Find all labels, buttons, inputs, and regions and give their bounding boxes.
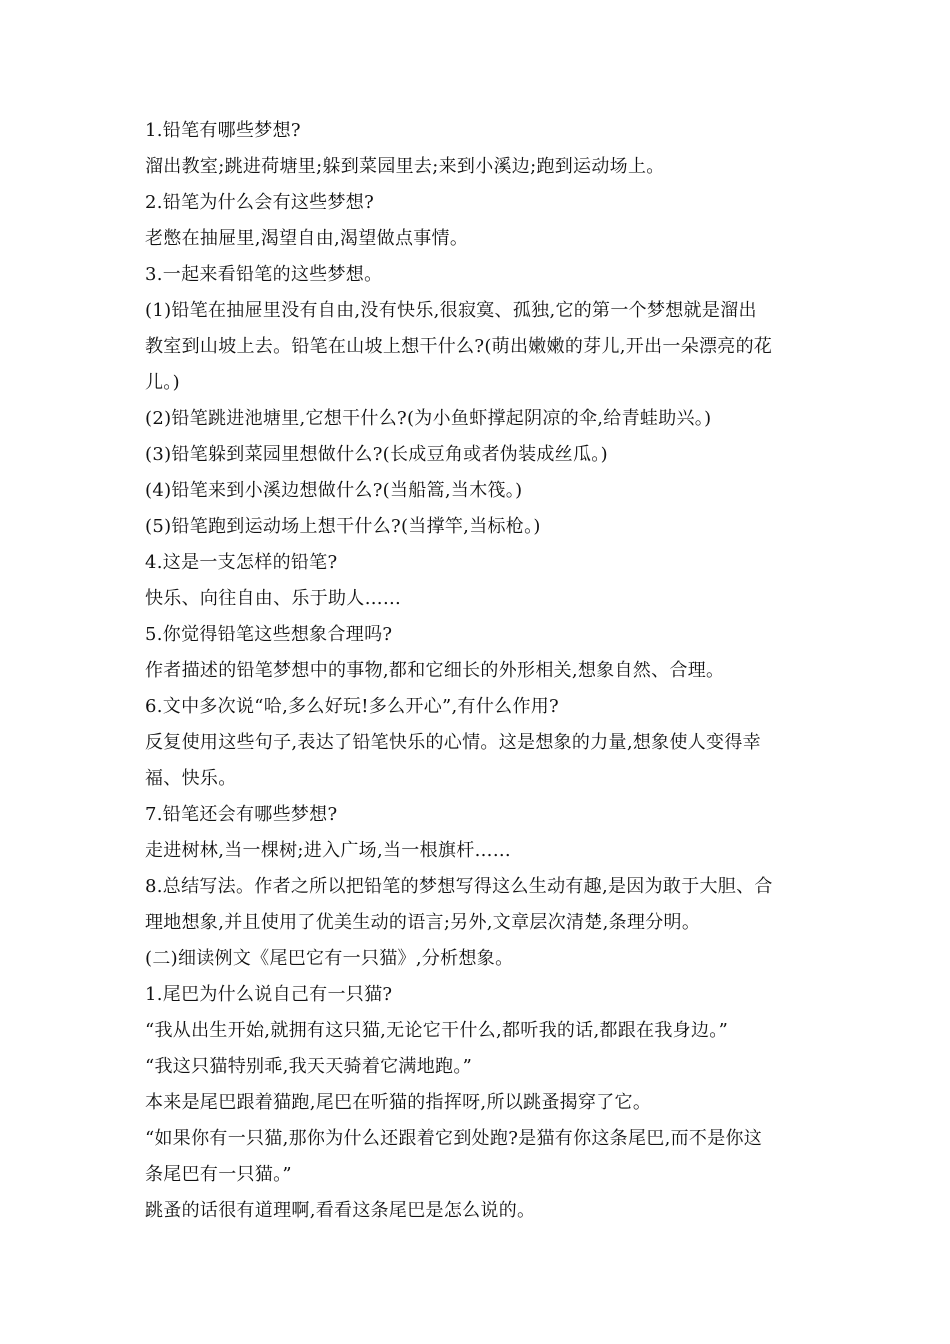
- analysis-paragraph-2: 跳蚤的话很有道理啊,看看这条尾巴是怎么说的。: [145, 1200, 536, 1221]
- answer-paragraph-7: 走进树林,当一棵树;进入广场,当一根旗杆……: [145, 840, 512, 861]
- summary-paragraph-line-2: 理地想象,并且使用了优美生动的语言;另外,文章层次清楚,条理分明。: [145, 912, 701, 933]
- sub-item-4: (4)铅笔来到小溪边想做什么?(当船篙,当木筏。): [145, 480, 523, 501]
- sub-item-2: (2)铅笔跳进池塘里,它想干什么?(为小鱼虾撑起阴凉的伞,给青蛙助兴。): [145, 408, 712, 429]
- document-body: [145, 113, 825, 1229]
- quote-paragraph-2: “我这只猫特别乖,我天天骑着它满地跑。”: [145, 1056, 473, 1077]
- quote-paragraph-3-line-1: “如果你有一只猫,那你为什么还跟着它到处跑?是猫有你这条尾巴,而不是你这: [145, 1128, 763, 1149]
- sub-item-5: (5)铅笔跑到运动场上想干什么?(当撑竿,当标枪。): [145, 516, 541, 537]
- question-heading-5: 5.你觉得铅笔这些想象合理吗?: [145, 624, 393, 645]
- sub-item-1-line-1: (1)铅笔在抽屉里没有自由,没有快乐,很寂寞、孤独,它的第一个梦想就是溜出: [145, 300, 757, 321]
- question-heading-tail-1: 1.尾巴为什么说自己有一只猫?: [145, 984, 393, 1005]
- answer-paragraph-2: 老憋在抽屉里,渴望自由,渴望做点事情。: [145, 228, 469, 249]
- answer-paragraph-6-line-2: 福、快乐。: [145, 768, 237, 789]
- question-heading-1: 1.铅笔有哪些梦想?: [145, 120, 301, 141]
- analysis-paragraph-1: 本来是尾巴跟着猫跑,尾巴在听猫的指挥呀,所以跳蚤揭穿了它。: [145, 1092, 652, 1113]
- quote-paragraph-1: “我从出生开始,就拥有这只猫,无论它干什么,都听我的话,都跟在我身边。”: [145, 1020, 729, 1041]
- question-heading-7: 7.铅笔还会有哪些梦想?: [145, 804, 338, 825]
- sub-item-1-line-3: 儿。): [145, 372, 180, 393]
- answer-paragraph-4: 快乐、向往自由、乐于助人……: [145, 588, 402, 609]
- sub-item-3: (3)铅笔躲到菜园里想做什么?(长成豆角或者伪装成丝瓜。): [145, 444, 608, 465]
- answer-paragraph-6-line-1: 反复使用这些句子,表达了铅笔快乐的心情。这是想象的力量,想象使人变得幸: [145, 732, 761, 753]
- summary-paragraph-line-1: 8.总结写法。作者之所以把铅笔的梦想写得这么生动有趣,是因为敢于大胆、合: [145, 876, 773, 897]
- question-heading-2: 2.铅笔为什么会有这些梦想?: [145, 192, 375, 213]
- sub-item-1-line-2: 教室到山坡上去。铅笔在山坡上想干什么?(萌出嫩嫩的芽儿,开出一朵漂亮的花: [145, 336, 773, 357]
- quote-paragraph-3-line-2: 条尾巴有一只猫。”: [145, 1164, 292, 1185]
- question-heading-4: 4.这是一支怎样的铅笔?: [145, 552, 338, 573]
- question-heading-3: 3.一起来看铅笔的这些梦想。: [145, 264, 383, 285]
- question-heading-6: 6.文中多次说“哈,多么好玩!多么开心”,有什么作用?: [145, 696, 560, 717]
- answer-paragraph-1: 溜出教室;跳进荷塘里;躲到菜园里去;来到小溪边;跑到运动场上。: [145, 156, 665, 177]
- answer-paragraph-5: 作者描述的铅笔梦想中的事物,都和它细长的外形相关,想象自然、合理。: [145, 660, 725, 681]
- section-heading-2: (二)细读例文《尾巴它有一只猫》,分析想象。: [145, 948, 514, 969]
